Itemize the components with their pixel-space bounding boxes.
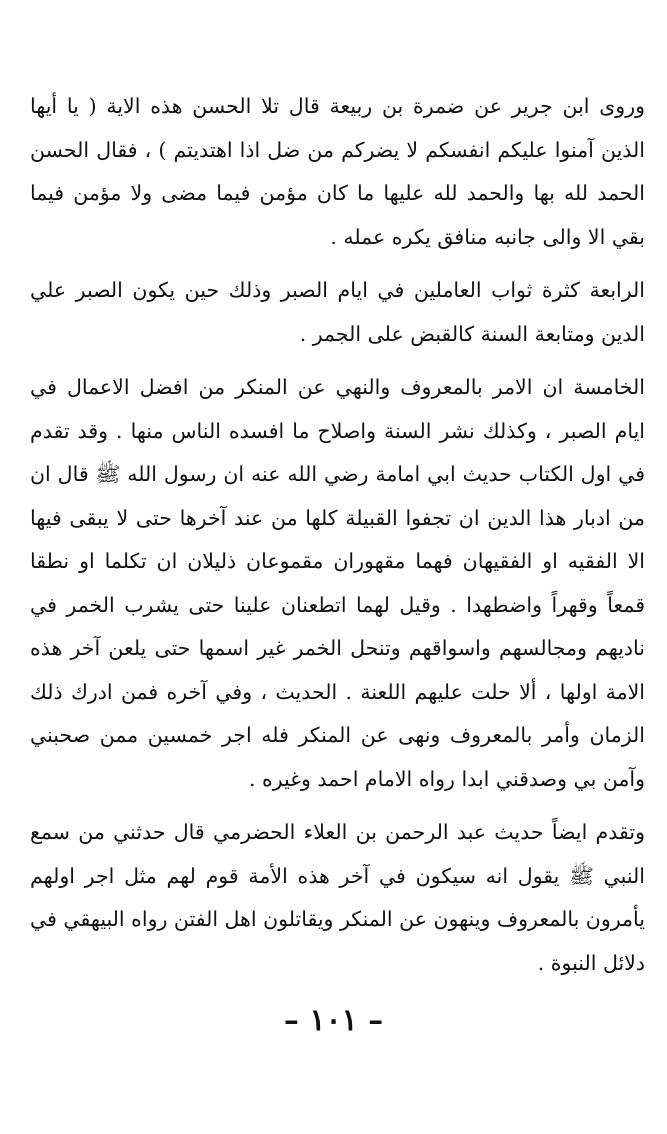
page-number: – ١٠١ – xyxy=(283,1003,384,1038)
paragraph-ibn-jarir: وروى ابن جرير عن ضمرة بن ربيعة قال تلا الحسن هذه الاية ( يا أيها الذين آمنوا عليكم انفسكم لا يضركم من ضل اذا اهتديتم ) ، فقال الحسن الحمد لله بها والحمد لله عليها ما كان مؤمن فيما مضى ولا مؤمن فيما بقي الا والى جانبه منافق يكره عمله . xyxy=(30,94,645,249)
paragraph-hadramiy-hadith: وتقدم ايضاً حديث عبد الرحمن بن العلاء الحضرمي قال حدثني من سمع النبي ﷺ يقول انه سيكون في آخر هذه الأمة قوم لهم مثل اجر اولهم يأمرون بالمعروف وينهون عن المنكر ويقاتلون اهل الفتن رواه البيهقي في دلائل النبوة . xyxy=(30,820,645,975)
paragraph-fifth-point: الخامسة ان الامر بالمعروف والنهي عن المنكر من افضل الاعمال في ايام الصبر ، وكذلك نشر السنة واصلاح ما افسده الناس منها . وقد تقدم في اول الكتاب حديث ابي امامة رضي الله عنه ان رسول الله ﷺ قال ان من ادبار هذا الدين ان تجفوا القبيلة كلها من عند آخرها حتى لا يبقى فيها الا الفقيه او الفقيهان فهما مقهوران مقموعان ذليلان ان تكلما او نطقا قمعاً وقهراً واضطهدا . وقيل لهما اتطعنان علينا حتى يشرب الخمر في ناديهم ومجالسهم واسواقهم وتنحل الخمر غير اسمها حتى يلعن آخر هذه الامة اولها ، ألا حلت عليهم اللعنة . الحديث ، وفي آخره فمن ادرك ذلك الزمان وأمر بالمعروف ونهى عن المنكر فله اجر خمسين ممن صحبني وآمن بي وصدقني ابدا رواه الامام احمد وغيره . xyxy=(30,375,645,791)
page-body xyxy=(30,85,645,985)
paragraph-fourth-point: الرابعة كثرة ثواب العاملين في ايام الصبر وذلك حين يكون الصبر علي الدين ومتابعة السنة كالقبض على الجمر . xyxy=(30,278,645,346)
